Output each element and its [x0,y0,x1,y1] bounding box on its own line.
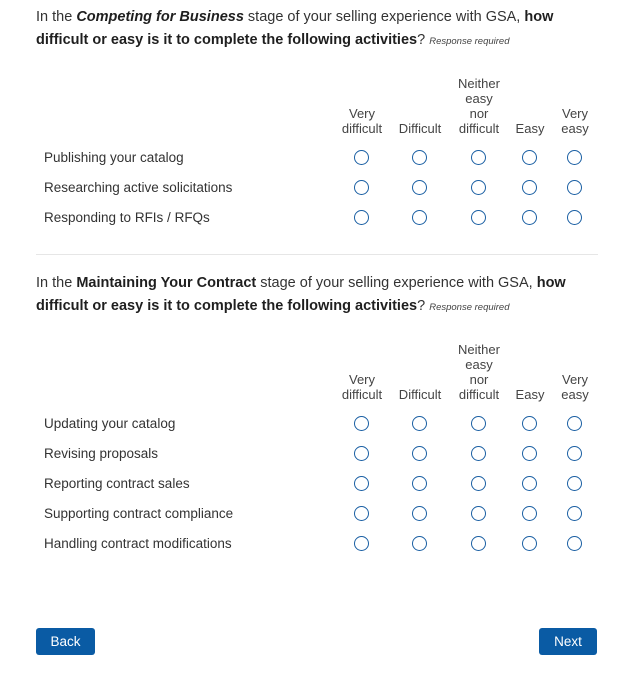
column-header-line: Very [561,106,588,121]
column-header-neither [458,342,500,402]
column-header-line: easy [465,91,493,106]
radio-updating-your-catalog-very-difficult[interactable] [354,416,369,431]
radio-handling-contract-modifications-very-difficult[interactable] [354,536,369,551]
radio-supporting-contract-compliance-very-difficult[interactable] [354,506,369,521]
row-label-supporting-contract-compliance: Supporting contract compliance [44,506,234,521]
column-header-line: Easy [515,387,545,402]
stage-name: Maintaining Your Contract [76,275,257,291]
radio-revising-proposals-easy[interactable] [522,446,537,461]
row-label-handling-contract-modifications: Handling contract modifications [44,536,232,551]
radio-updating-your-catalog-difficult[interactable] [412,416,427,431]
column-header-line: Neither [458,76,500,91]
question-mark: ? [417,298,426,314]
column-header-line: difficult [458,121,500,136]
radio-revising-proposals-very-easy[interactable] [567,446,582,461]
question-bold: how difficult or easy is it to complete the following activities [36,275,566,314]
row-label-updating-your-catalog: Updating your catalog [44,416,176,431]
radio-supporting-contract-compliance-difficult[interactable] [412,506,427,521]
row-label-publishing-your-catalog: Publishing your catalog [44,150,184,165]
column-header-line: Very [348,372,376,387]
question-middle: stage of your selling experience with GSA, [243,9,525,25]
radio-revising-proposals-difficult[interactable] [412,446,427,461]
row-label-reporting-contract-sales: Reporting contract sales [44,476,190,491]
column-header-line: easy [561,121,589,136]
radio-revising-proposals-neither[interactable] [471,446,486,461]
radio-supporting-contract-compliance-easy[interactable] [522,506,537,521]
column-header-line: difficult [341,121,383,136]
column-header-line: nor [469,106,489,121]
matrix-maintaining-your-contract [36,0,598,560]
stage-name: Competing for Business [76,9,244,25]
back-button[interactable]: Back [36,628,95,655]
column-header-very-easy [561,372,588,402]
next-button[interactable]: Next [539,628,597,655]
column-header-line: difficult [341,387,383,402]
column-header-line: nor [469,372,489,387]
radio-reporting-contract-sales-easy[interactable] [522,476,537,491]
column-header-line: Neither [458,342,500,357]
row-label-revising-proposals: Revising proposals [44,446,159,461]
radio-reporting-contract-sales-very-difficult[interactable] [354,476,369,491]
column-header-line: easy [465,357,493,372]
radio-reporting-contract-sales-difficult[interactable] [412,476,427,491]
question-mark: ? [417,32,426,48]
question-prefix: In the [36,9,77,25]
radio-handling-contract-modifications-difficult[interactable] [412,536,427,551]
column-header-line: Difficult [398,121,442,136]
question-middle: stage of your selling experience with GSA, [256,275,537,291]
row-label-researching-active-solicitations: Researching active solicitations [44,180,233,195]
question-prefix: In the [36,275,77,291]
column-header-line: easy [561,387,589,402]
column-header-difficult [399,387,441,402]
radio-reporting-contract-sales-very-easy[interactable] [567,476,582,491]
radio-supporting-contract-compliance-very-easy[interactable] [567,506,582,521]
response-required-note: Response required [429,36,510,47]
radio-updating-your-catalog-very-easy[interactable] [567,416,582,431]
radio-handling-contract-modifications-neither[interactable] [471,536,486,551]
row-label-responding-to-rfis-rfqs: Responding to RFIs / RFQs [44,210,210,225]
column-header-easy [516,387,545,402]
radio-handling-contract-modifications-very-easy[interactable] [567,536,582,551]
radio-revising-proposals-very-difficult[interactable] [354,446,369,461]
column-header-line: Very [561,372,588,387]
column-header-line: Difficult [398,387,442,402]
column-header-line: Easy [515,121,545,136]
radio-supporting-contract-compliance-neither[interactable] [471,506,486,521]
radio-handling-contract-modifications-easy[interactable] [522,536,537,551]
radio-updating-your-catalog-neither[interactable] [471,416,486,431]
response-required-note: Response required [429,302,510,313]
question-bold: how difficult or easy is it to complete the following activities [36,9,554,48]
column-header-line: difficult [458,387,500,402]
radio-updating-your-catalog-easy[interactable] [522,416,537,431]
radio-reporting-contract-sales-neither[interactable] [471,476,486,491]
column-header-very-difficult [342,372,382,402]
column-header-line: Very [348,106,376,121]
